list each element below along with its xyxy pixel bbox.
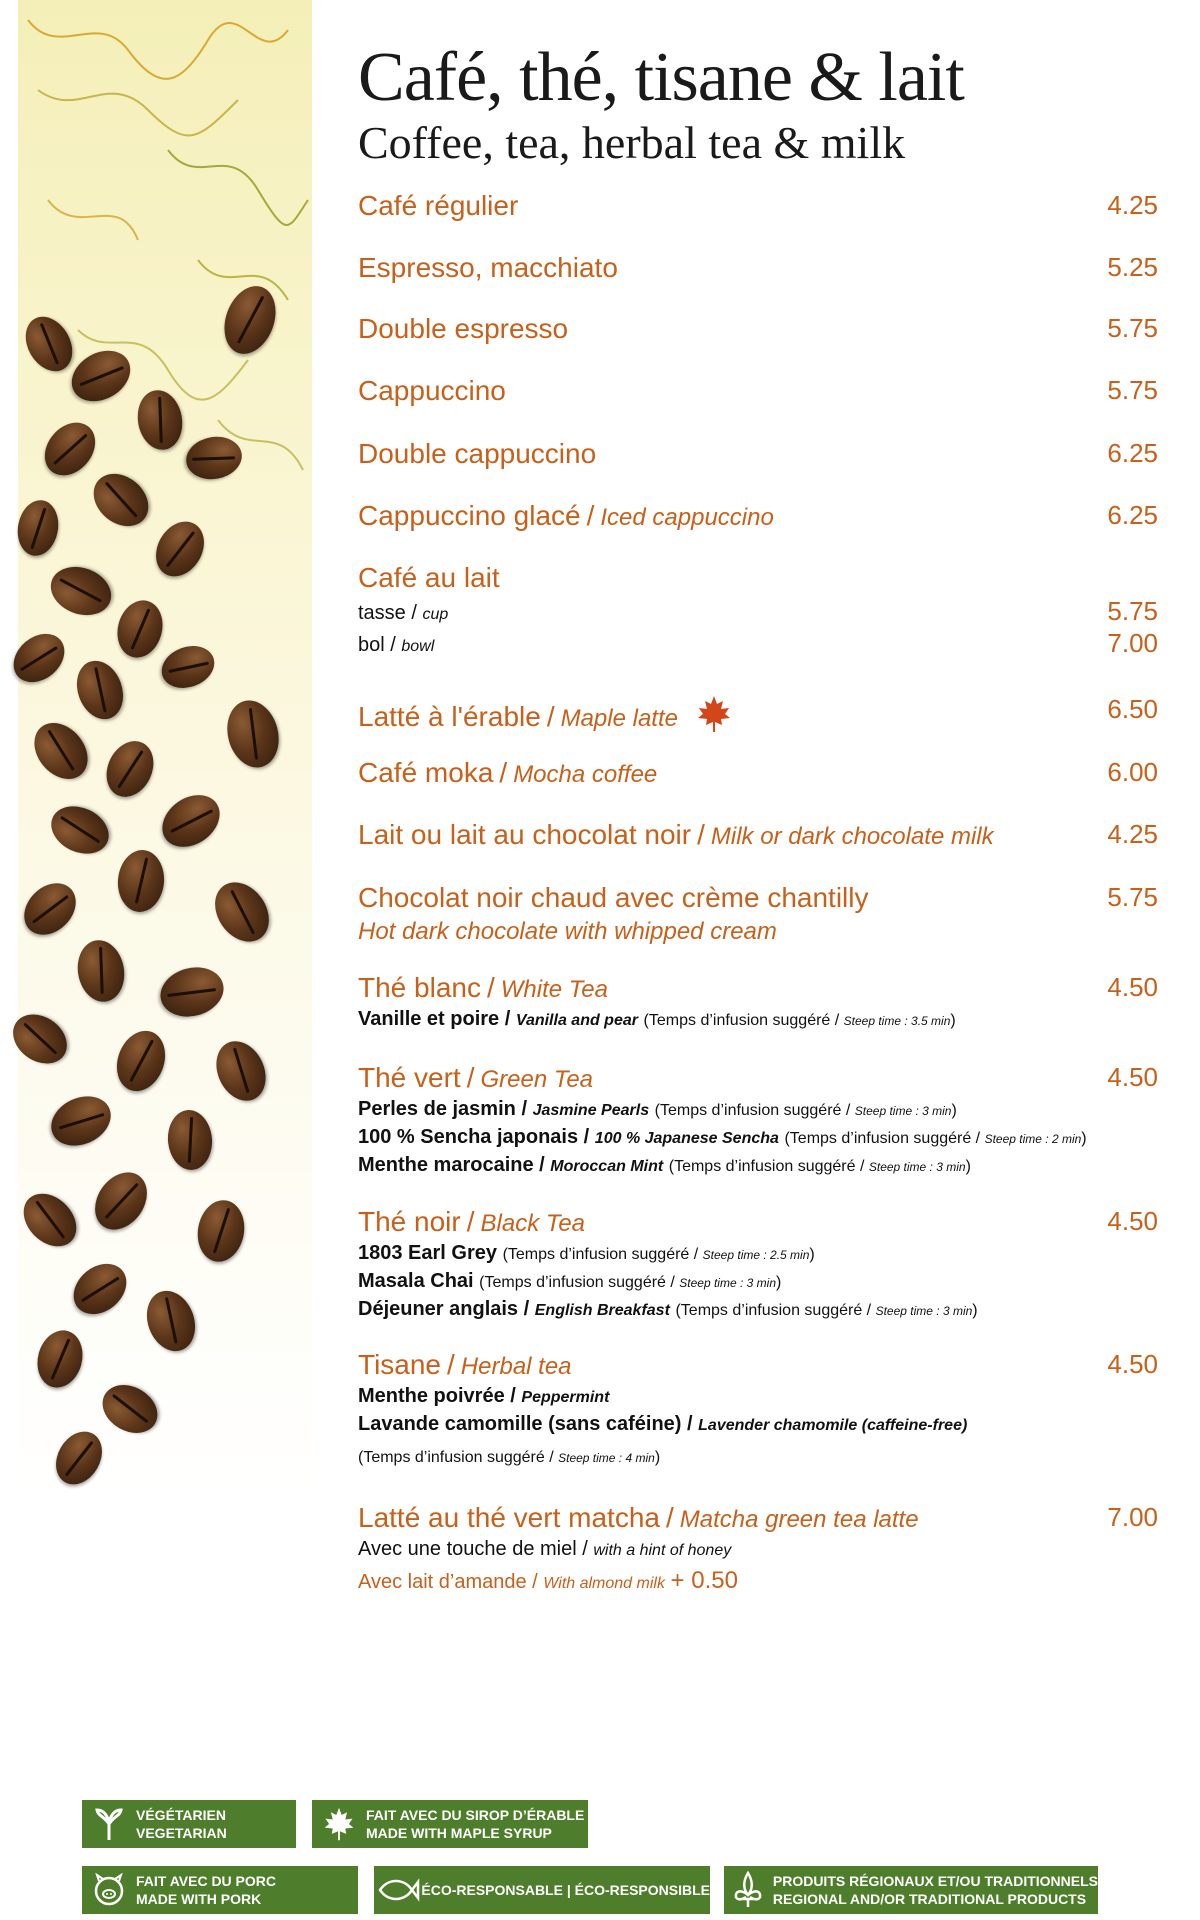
item-name-en: Matcha green tea latte bbox=[679, 1506, 919, 1533]
menu-item: Latté à l'érable / Maple latte 6.50 bbox=[358, 694, 1158, 732]
item-name-en: Iced cappuccino bbox=[600, 504, 774, 531]
item-price: 5.75 bbox=[1107, 882, 1158, 912]
tea-line: Masala Chai (Temps d’infusion suggéré / Steep time : 3 min) bbox=[358, 1270, 782, 1292]
item-price: 4.50 bbox=[1107, 1062, 1158, 1092]
almond-price: + 0.50 bbox=[670, 1567, 738, 1594]
matcha-almond-option: Avec lait d’amande / With almond milk + 0.50 bbox=[358, 1567, 738, 1594]
item-price: 4.25 bbox=[1107, 819, 1158, 849]
menu-item bbox=[358, 375, 1158, 407]
menu-item: Thé blanc / White Tea 4.50 Vanille et poire / Vanilla and pear (Temps d’infusion suggéré / Steep time : 3.5 min) bbox=[358, 972, 1158, 1034]
item-name: Double cappuccino bbox=[358, 438, 597, 469]
item-name-en: Hot dark chocolate with whipped cream bbox=[358, 918, 777, 945]
menu-item bbox=[358, 562, 1158, 660]
menu-item: Thé noir / Black Tea 4.50 1803 Earl Grey (Temps d’infusion suggéré / Steep time : 2.5 min) Masala Chai (Temps d’infusion suggéré / Steep time : 3 min) Déjeuner anglais / English Breakfast (Temps d’infusion suggéré / Steep time : 3 min) bbox=[358, 1206, 1158, 1324]
maple-leaf-icon bbox=[312, 1806, 366, 1842]
item-name: Thé blanc bbox=[358, 972, 481, 1003]
legend-pork: FAIT AVEC DU PORC MADE WITH PORK bbox=[82, 1866, 358, 1914]
menu-item bbox=[358, 438, 1158, 470]
item-name: Chocolat noir chaud avec crème chantilly bbox=[358, 882, 869, 913]
tea-line: Vanille et poire / Vanilla and pear (Temps d’infusion suggéré / Steep time : 3.5 min) bbox=[358, 1008, 956, 1030]
item-price: 7.00 bbox=[1107, 1502, 1158, 1532]
item-name-en: Herbal tea bbox=[460, 1353, 572, 1380]
item-name: Tisane bbox=[358, 1349, 442, 1380]
item-name-en: Maple latte bbox=[560, 705, 678, 732]
menu-item: Café moka / Mocha coffee 6.00 bbox=[358, 757, 1158, 788]
menu-item: Thé vert / Green Tea 4.50 Perles de jasmin / Jasmine Pearls (Temps d’infusion suggéré / Steep time : 3 min) 100 % Sencha japonais / 100 % Japanese Sencha (Temps d’infusion suggéré / Steep time : 2 min) Menthe marocaine / Moroccan Mint (Temps d’infusion suggéré / Steep time : 3 min) bbox=[358, 1062, 1158, 1180]
item-price: 6.25 bbox=[1107, 500, 1158, 530]
option-row: bol / bowl 7.00 bbox=[358, 628, 1158, 658]
legend-regional: PRODUITS RÉGIONAUX ET/OU TRADITIONNELS REGIONAL AND/OR TRADITIONAL PRODUCTS bbox=[724, 1866, 1098, 1914]
item-name: Latté au thé vert matcha bbox=[358, 1502, 660, 1533]
menu-item: Latté au thé vert matcha / Matcha green tea latte 7.00 Avec une touche de miel / with a hint of honey Avec lait d’amande / With almond milk + 0.50 bbox=[358, 1502, 1158, 1597]
pig-icon bbox=[82, 1873, 136, 1907]
item-name-en: Green Tea bbox=[480, 1066, 594, 1093]
item-name: Latté à l'érable bbox=[358, 701, 541, 732]
item-name: Café moka bbox=[358, 757, 494, 788]
tea-line: Lavande camomille (sans caféine) / Lavender chamomile (caffeine-free) bbox=[358, 1413, 968, 1435]
tea-line: Perles de jasmin / Jasmine Pearls (Temps d’infusion suggéré / Steep time : 3 min) bbox=[358, 1098, 957, 1120]
item-price: 6.25 bbox=[1107, 438, 1158, 468]
legend-maple: FAIT AVEC DU SIROP D’ÉRABLE MADE WITH MAPLE SYRUP bbox=[312, 1800, 588, 1848]
item-price: 6.00 bbox=[1107, 757, 1158, 787]
tea-line: Menthe marocaine / Moroccan Mint (Temps d’infusion suggéré / Steep time : 3 min) bbox=[358, 1154, 971, 1176]
tea-line: Déjeuner anglais / English Breakfast (Temps d’infusion suggéré / Steep time : 3 min) bbox=[358, 1298, 978, 1320]
fleur-de-lis-icon bbox=[724, 1871, 773, 1909]
tea-line: Menthe poivrée / Peppermint bbox=[358, 1385, 610, 1407]
page-title: Café, thé, tisane & lait bbox=[358, 39, 964, 116]
item-price: 4.50 bbox=[1107, 1206, 1158, 1236]
menu-item bbox=[358, 252, 1158, 284]
item-name: Cappuccino glacé bbox=[358, 500, 581, 531]
item-price: 4.50 bbox=[1107, 1349, 1158, 1379]
item-price: 5.25 bbox=[1107, 252, 1158, 282]
item-name: Thé vert bbox=[358, 1062, 461, 1093]
menu-item: Tisane / Herbal tea 4.50 Menthe poivrée / Peppermint Lavande camomille (sans caféine) / Lavender chamomile (caffeine-free) (Temps d’infusion suggéré / Steep time : 4 min) bbox=[358, 1349, 1158, 1471]
item-price: 5.75 bbox=[1107, 596, 1158, 626]
item-name: Double espresso bbox=[358, 313, 569, 344]
item-name-en: Mocha coffee bbox=[513, 761, 658, 788]
maple-leaf-icon bbox=[696, 694, 732, 734]
item-name: Café régulier bbox=[358, 190, 519, 221]
item-price: 6.50 bbox=[1107, 694, 1158, 724]
steep-time: (Temps d’infusion suggéré / Steep time : 4 min) bbox=[358, 1449, 661, 1466]
item-name-en: Milk or dark chocolate milk bbox=[710, 823, 994, 850]
legend-vegetarian: VÉGÉTARIEN VEGETARIAN bbox=[82, 1800, 296, 1848]
item-name: Café au lait bbox=[358, 562, 500, 593]
menu-item bbox=[358, 190, 1158, 222]
menu-item bbox=[358, 313, 1158, 345]
vegetarian-sprout-icon bbox=[82, 1806, 136, 1842]
menu-item bbox=[358, 882, 1158, 946]
tea-line: 1803 Earl Grey (Temps d’infusion suggéré / Steep time : 2.5 min) bbox=[358, 1242, 815, 1264]
item-name-en: Black Tea bbox=[480, 1210, 586, 1237]
menu-item: Lait ou lait au chocolat noir / Milk or dark chocolate milk 4.25 bbox=[358, 819, 1158, 850]
item-name: Espresso, macchiato bbox=[358, 252, 618, 283]
coffee-beans-image bbox=[18, 0, 312, 1500]
item-name: Lait ou lait au chocolat noir bbox=[358, 819, 692, 850]
item-price: 4.50 bbox=[1107, 972, 1158, 1002]
menu-item: Cappuccino glacé / Iced cappuccino 6.25 bbox=[358, 500, 1158, 531]
item-name: Cappuccino bbox=[358, 375, 506, 406]
fish-icon bbox=[374, 1876, 421, 1904]
item-name-en: White Tea bbox=[500, 976, 608, 1003]
legend-eco: ÉCO-RESPONSABLE | ÉCO-RESPONSIBLE bbox=[374, 1866, 710, 1914]
item-price: 4.25 bbox=[1107, 190, 1158, 220]
item-name: Thé noir bbox=[358, 1206, 461, 1237]
item-price: 5.75 bbox=[1107, 313, 1158, 343]
matcha-honey: Avec une touche de miel / with a hint of honey bbox=[358, 1538, 732, 1560]
item-price: 7.00 bbox=[1107, 628, 1158, 658]
item-price: 5.75 bbox=[1107, 375, 1158, 405]
page-subtitle: Coffee, tea, herbal tea & milk bbox=[358, 117, 906, 168]
tea-line: 100 % Sencha japonais / 100 % Japanese Sencha (Temps d’infusion suggéré / Steep time : 2 min) bbox=[358, 1126, 1087, 1148]
option-row: tasse / cup 5.75 bbox=[358, 596, 1158, 626]
